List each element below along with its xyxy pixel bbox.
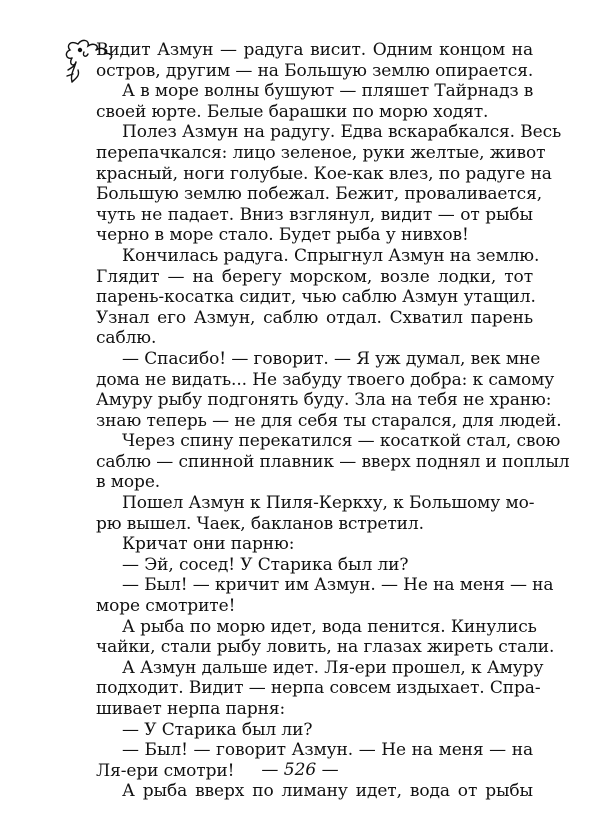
text-line: А в море волны бушуют — пляшет Тайрнадз в [122,81,534,102]
text-line: — Спасибо! — говорит. — Я уж думал, век мне [122,348,541,369]
text-line: Большую землю побежал. Бежит, проваливается, [96,184,543,205]
text-line: А рыба по морю идет, вода пенится. Кинулись [122,616,537,637]
text-line: Ля-ери смотри! [96,760,235,781]
story-text [96,40,570,802]
text-line: черно в море стало. Будет рыба у нивхов! [96,225,469,246]
text-line: в море. [96,472,161,493]
text-line: Через спину перекатился — косаткой стал, свою [122,431,561,452]
text-line: А Азмун дальше идет. Ля-ери прошел, к Амуру [122,657,544,678]
text-line: дома не видать... Не забуду твоего добра: к самому [96,369,555,390]
text-line: подходит. Видит — нерпа совсем издыхает. Спра- [96,678,541,699]
text-line: море смотрите! [96,596,236,617]
text-line: — Был! — говорит Азмун. — Не на меня — на [122,740,533,761]
text-line: А рыба вверх по лиману идет, вода от рыбы [122,781,533,802]
text-line: своей юрте. Белые барашки по морю ходят. [96,101,489,122]
text-line: Узнал его Азмун, саблю отдал. Схватил парень [96,307,533,328]
text-line: чайки, стали рыбу ловить, на глазах жиреть стали. [96,637,555,658]
text-line: саблю — спинной плавник — вверх поднял и поплыл [96,451,570,472]
text-line: — Был! — кричит им Азмун. — Не на меня — на [122,575,554,596]
text-line: Кончилась радуга. Спрыгнул Азмун на землю. [122,245,540,266]
text-line: Полез Азмун на радугу. Едва вскарабкался. Весь [122,122,562,143]
text-line: знаю теперь — не для себя ты старался, для людей. [96,410,562,431]
text-line: перепачкался: лицо зеленое, руки желтые, живот [96,142,546,163]
text-line: Глядит — на берегу морском, возле лодки, тот [96,266,533,287]
text-line: Пошел Азмун к Пиля-Керкху, к Большому мо- [122,493,535,514]
text-line: Кричат они парню: [122,534,295,555]
text-line: Видит Азмун — радуга висит. Одним концом на [96,40,533,60]
text-line: саблю. [96,328,157,349]
text-line: рю вышел. Чаек, бакланов встретил. [96,513,424,534]
text-line: парень-косатка сидит, чью саблю Азмун утащил. [96,287,536,308]
text-line: чуть не падает. Вниз взглянул, видит — от рыбы [96,204,533,225]
text-line: Амуру рыбу подгонять буду. Зла на тебя не храню: [96,390,552,411]
text-line: красный, ноги голубые. Кое-как влез, по радуге на [96,163,552,184]
text-line: — Эй, сосед! У Старика был ли? [122,554,409,575]
text-line: остров, другим — на Большую землю опирается. [96,60,534,81]
page-number: — 526 — [261,760,339,780]
text-line: шивает нерпа парня: [96,699,286,719]
text-line: — У Старика был ли? [122,719,313,740]
